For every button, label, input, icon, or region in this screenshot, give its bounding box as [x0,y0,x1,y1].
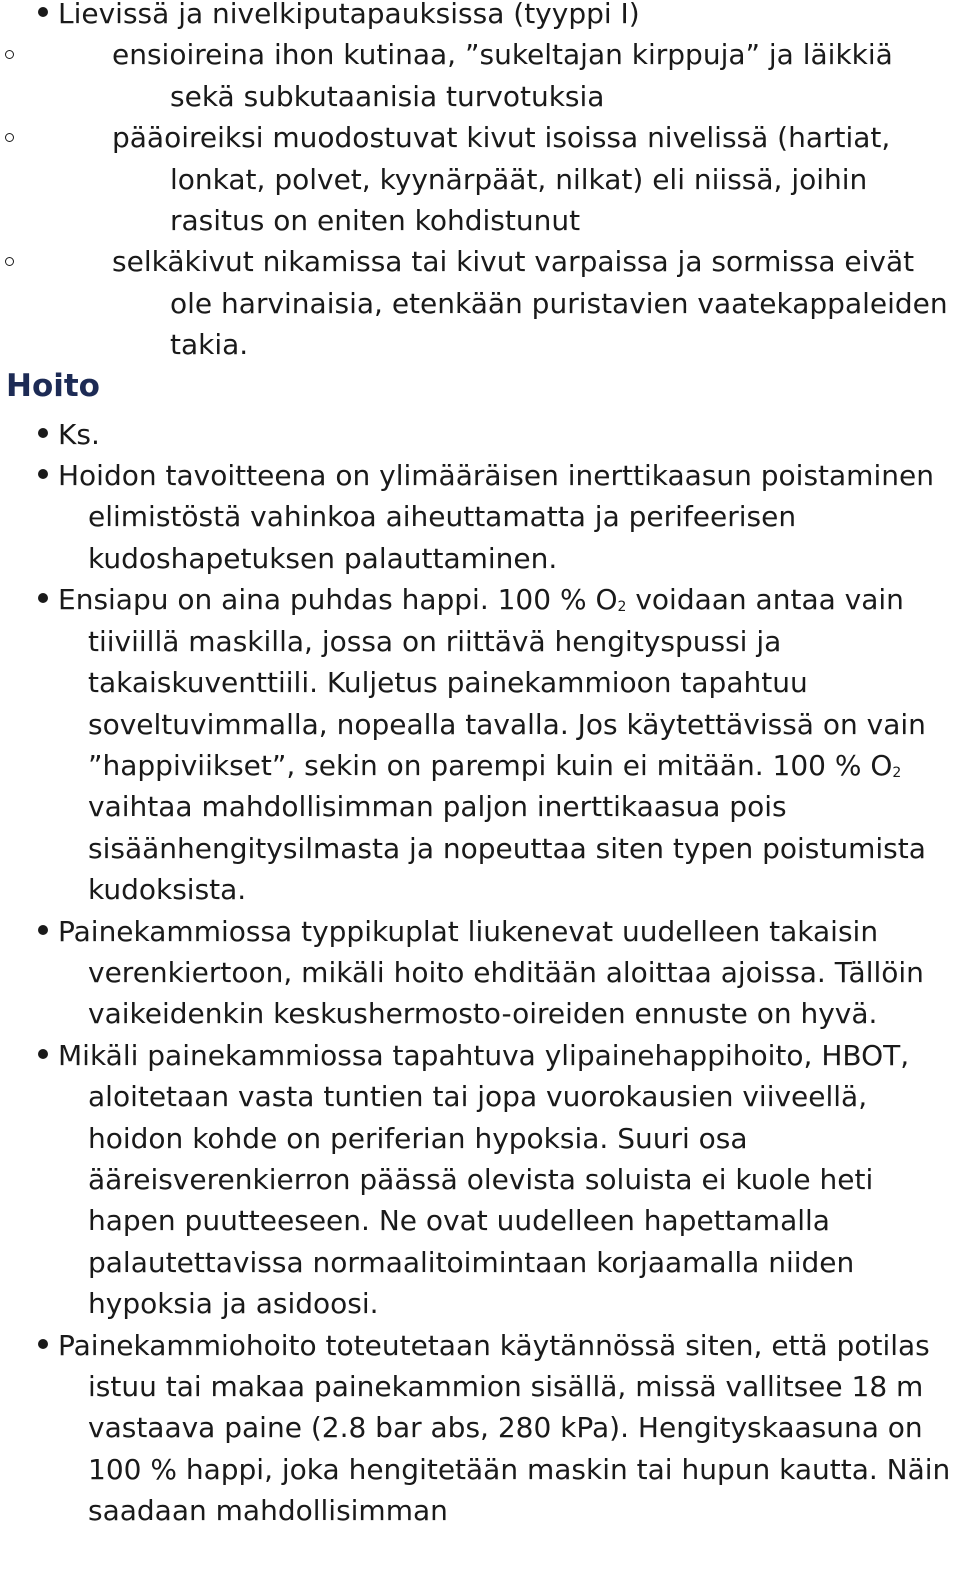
list-item-text: Lievissä ja nivelkiputapauksissa (tyyppi I) [58,0,640,30]
first-aid-text-1: Ensiapu on aina puhdas happi. 100 % O [58,583,618,617]
list-item-text: Painekammiossa typpikuplat liukenevat uudelleen takaisin verenkiertoon, mikäli hoito ehditään aloittaa ajoissa. Tällöin vaikeidenkin keskushermosto-oireiden ennuste on hyvä. [58,914,924,1031]
list-item-mild-cases [0,0,960,34]
subscript-2: 2 [617,599,627,616]
section-heading-treatment: Hoito [6,367,100,404]
bullet-circle-icon [5,257,14,266]
list-item-first-aid [0,579,960,910]
first-aid-text-2: voidaan antaa vain tiiviillä maskilla, jossa on riittävä hengityspussi ja takaiskuventtiili. Kuljetus painekammioon tapahtuu soveltuvimmalla, nopealla tavalla. Jos käytettävissä on vain ”happiviikset”, sekin on parempi kuin ei mitään. 100 % O [88,583,926,782]
bullet-dot-icon [38,1049,48,1059]
sub-item-text: ensioireina ihon kutinaa, ”sukeltajan kirppuja” ja läikkiä sekä subkutaanisia turvotuksia [112,38,893,113]
sub-item-back-pain [0,241,960,365]
sub-item-skin-symptoms [0,34,960,117]
list-item-ks [0,414,960,455]
list-item-text: Hoidon tavoitteena on ylimääräisen inerttikaasun poistaminen elimistöstä vahinkoa aiheuttamatta ja perifeerisen kudoshapetuksen palauttaminen. [58,459,934,575]
bullet-dot-icon [38,1339,48,1349]
bullet-dot-icon [38,925,48,935]
bullet-dot-icon [38,428,48,438]
list-item-text: Mikäli painekammiossa tapahtuva ylipainehappihoito, HBOT, aloitetaan vasta tuntien tai jopa vuorokausien viiveellä, hoidon kohde on periferian hypoksia. Suuri osa ääreisverenkierron päässä olevista soluista ei kuole heti hapen puutteeseen. Ne ovat uudelleen hapettamalla palautettavissa normaalitoimintaan korjaamalla niiden hypoksia ja asidoosi. [58,1038,910,1321]
list-item-pressure-chamber [0,911,960,1035]
bullet-circle-icon [5,50,14,59]
sub-item-text: selkäkivut nikamissa tai kivut varpaissa ja sormissa eivät ole harvinaisia, etenkään puristavien vaatekappaleiden takia. [112,245,948,362]
sub-item-joint-pain [0,117,960,241]
subscript-2: 2 [892,764,902,781]
list-item-procedure [0,1325,960,1532]
bullet-dot-icon [38,593,48,603]
list-item-text: Painekammiohoito toteutetaan käytännössä siten, että potilas istuu tai makaa painekammion sisällä, missä vallitsee 18 m vastaava paine (2.8 bar abs, 280 kPa). Hengityskaasuna on 100 % happi, joka hengitetään maskin tai hupun kautta. Näin saadaan mahdollisimman [58,1328,951,1528]
symptom-list [0,0,960,34]
list-item-text: Ks. [58,417,100,451]
sub-item-text: pääoireiksi muodostuvat kivut isoissa nivelissä (hartiat, lonkat, polvet, kyynärpäät, nilkat) eli niissä, joihin rasitus on eniten kohdistunut [112,121,891,238]
list-item-treatment-goal [0,455,960,579]
bullet-dot-icon [38,469,48,479]
list-item-hbot [0,1035,960,1325]
sub-symptom-list [0,34,960,365]
bullet-dot-icon [38,7,48,17]
bullet-circle-icon [5,133,14,142]
first-aid-text-3: vaihtaa mahdollisimman paljon inerttikaasua pois sisäänhengitysilmasta ja nopeuttaa siten typen poistumista kudoksista. [88,790,926,907]
treatment-list [0,414,960,1532]
